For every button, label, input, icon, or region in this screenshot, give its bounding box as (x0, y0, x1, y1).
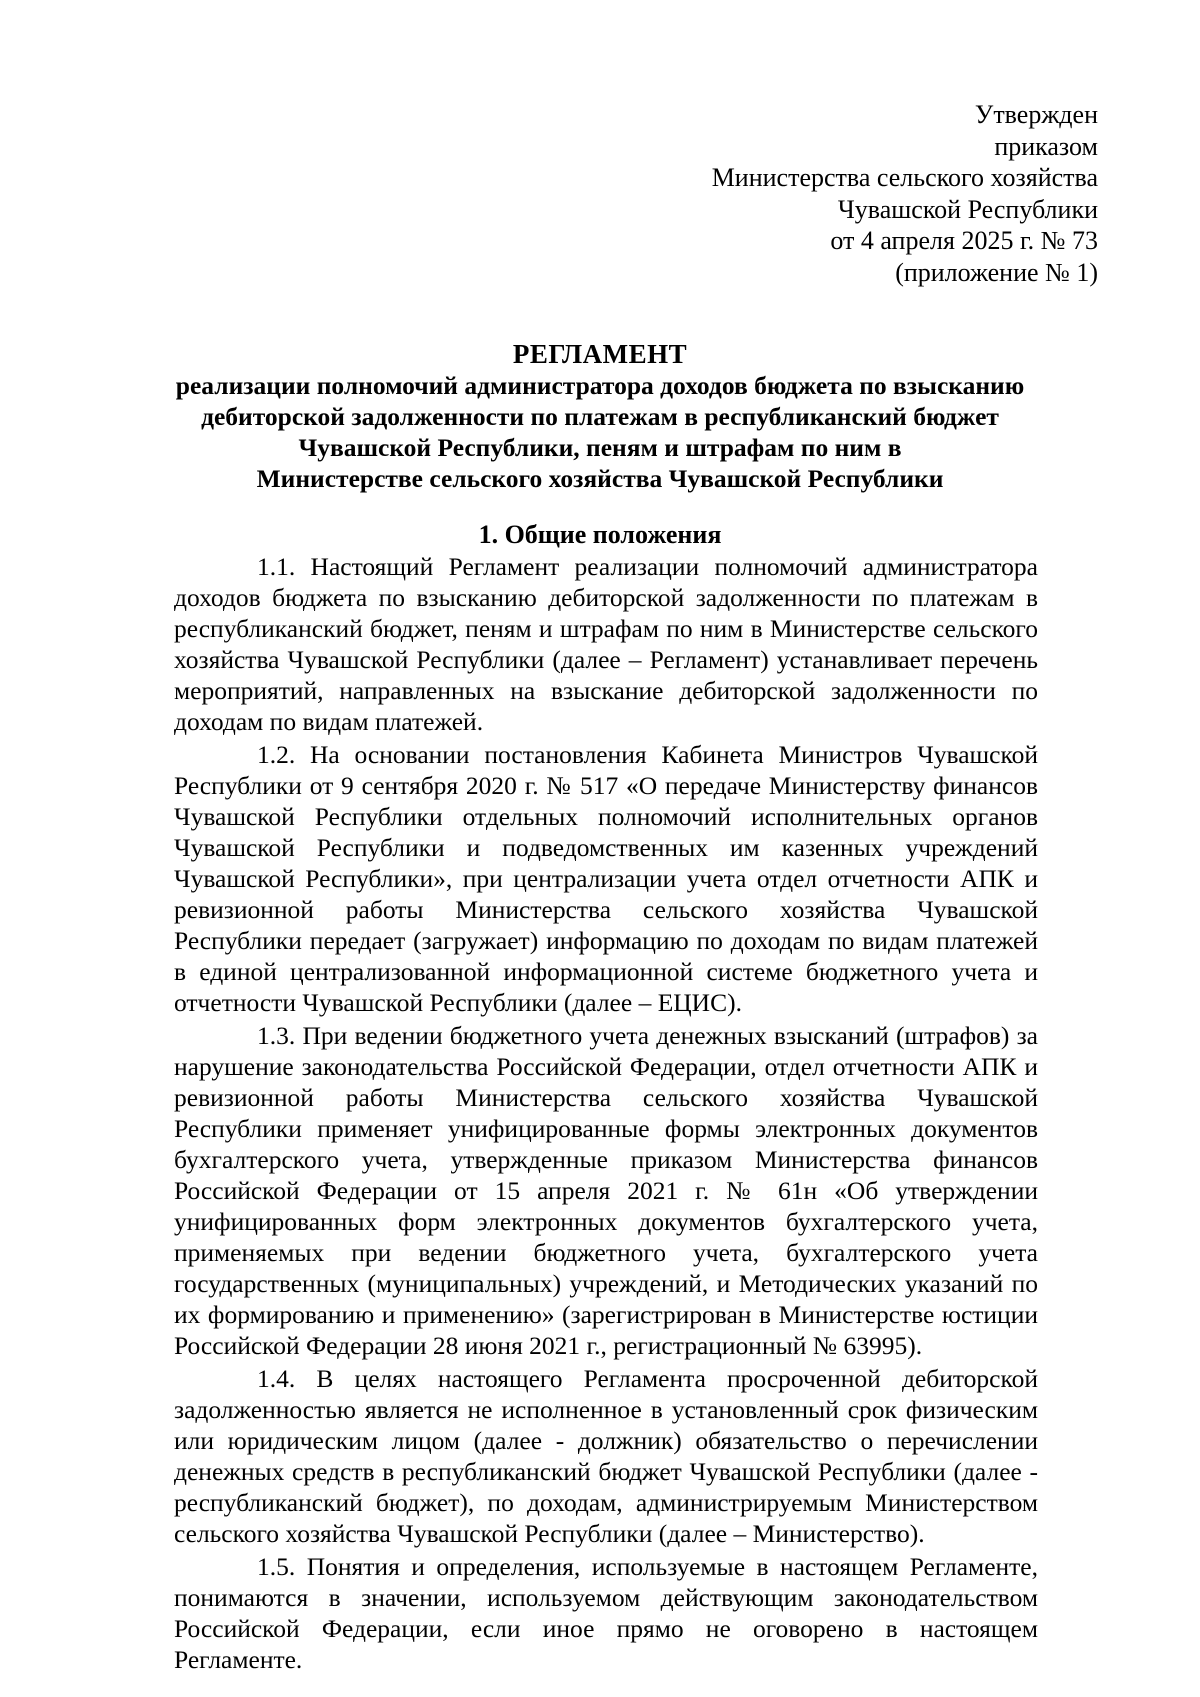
approval-line: приказом (994, 131, 1098, 161)
paragraph-1-2: 1.2. На основании постановления Кабинета Министров Чувашской Республики от 9 сентября 2020 г. № 517 «О передаче Министерству финансов Чувашской Республики отдельных полномочий исполнительных органов Чувашской Республики и подведомственных им казенных учреждений Чувашской Республики», при централизации учета отдел отчетности АПК и ревизионной работы Министерства сельского хозяйства Чувашской Республики передает (загружает) информацию по доходам по видам платежей в единой централизованной информационной системе бюджетного учета и отчетности Чувашской Республики (далее – ЕЦИС). (174, 740, 1038, 1017)
paragraph-1-4: 1.4. В целях настоящего Регламента просроченной дебиторской задолженностью является не исполненное в установленный срок физическим или юридическим лицом (далее - должник) обязательство о перечислении денежных средств в республиканский бюджет Чувашской Республики (далее - республиканский бюджет), по доходам, администрируемым Министерством сельского хозяйства Чувашской Республики (далее – Министерство). (174, 1364, 1038, 1548)
approval-stamp-block (712, 99, 1098, 288)
subtitle-line: Министерстве сельского хозяйства Чувашской Республики (256, 464, 944, 493)
paragraph-1-3: 1.3. При ведении бюджетного учета денежных взысканий (штрафов) за нарушение законодательства Российской Федерации, отдел отчетности АПК и ревизионной работы Министерства сельского хозяйства Чувашской Республики применяет унифицированные формы электронных документов бухгалтерского учета, утвержденные приказом Министерства финансов Российской Федерации от 15 апреля 2021 г. № 61н «Об утверждении унифицированных форм электронных документов бухгалтерского учета, применяемых при ведении бюджетного учета, бухгалтерского учета государственных (муниципальных) учреждений, и Методических указаний по их формированию и применению» (зарегистрирован в Министерстве юстиции Российской Федерации 28 июня 2021 г., регистрационный № 63995). (174, 1021, 1038, 1360)
approval-line: Утвержден (974, 100, 1098, 129)
subtitle-line: Чувашской Республики, пеням и штрафам по ним в (298, 433, 902, 462)
document-title-block (150, 339, 1050, 494)
section-body (174, 551, 1038, 1677)
subtitle-line: дебиторской задолженности по платежам в республиканский бюджет (201, 402, 999, 431)
subtitle-line: реализации полномочий администратора доходов бюджета по взысканию (175, 371, 1025, 400)
document-title: РЕГЛАМЕНТ (512, 339, 688, 369)
approval-line: Чувашской Республики (837, 194, 1098, 224)
paragraph-1-5: 1.5. Понятия и определения, используемые в настоящем Регламенте, понимаются в значении, используемом действующим законодательством Российской Федерации, если иное прямо не оговорено в настоящем Регламенте. (174, 1552, 1038, 1674)
approval-line: (приложение № 1) (895, 257, 1098, 287)
approval-line: от 4 апреля 2025 г. № 73 (830, 226, 1098, 255)
approval-line: Министерства сельского хозяйства (711, 163, 1098, 192)
section-heading: 1. Общие положения (478, 520, 722, 549)
document-subtitle (150, 370, 1050, 494)
paragraph-1-1: 1.1. Настоящий Регламент реализации полномочий администратора доходов бюджета по взысканию дебиторской задолженности по платежам в республиканский бюджет, пеням и штрафам по ним в Министерстве сельского хозяйства Чувашской Республики (далее – Регламент) устанавливает перечень мероприятий, направленных на взыскание дебиторской задолженности по доходам по видам платежей. (174, 552, 1038, 736)
